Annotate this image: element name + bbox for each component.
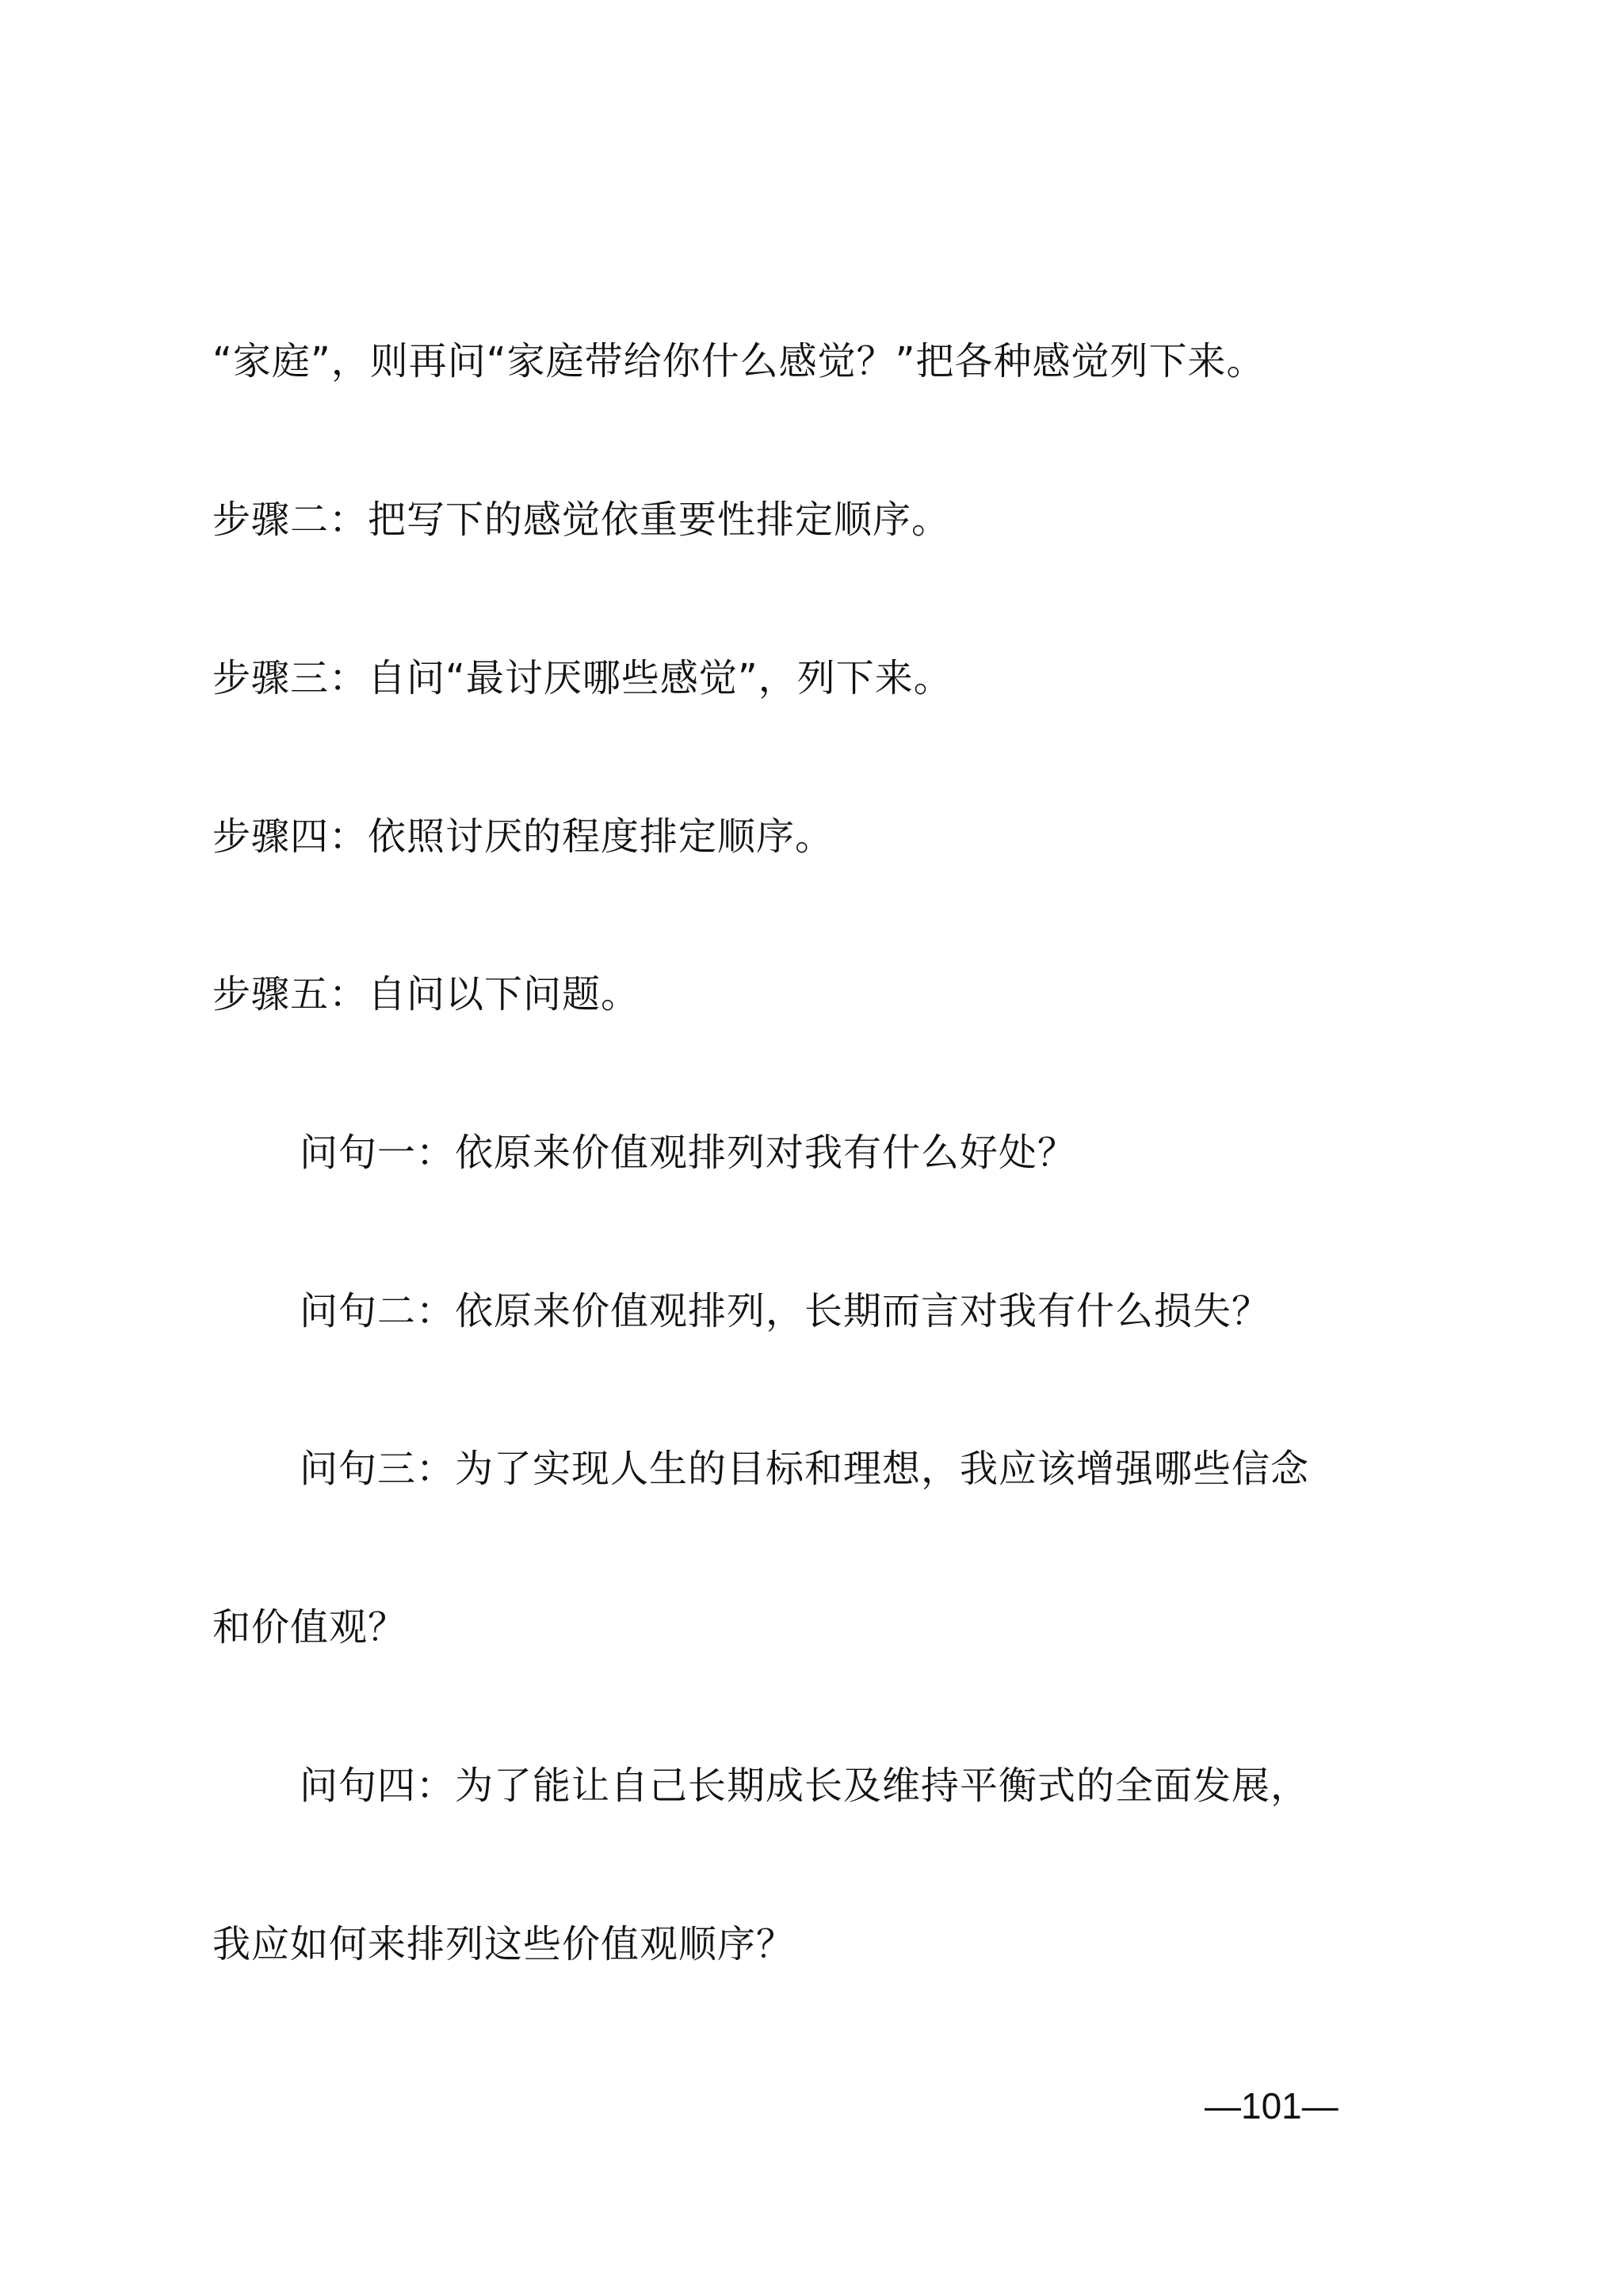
text-line-step-4: 步骤四：依照讨厌的程度排定顺序。	[212, 814, 834, 859]
text-line-question-2: 问句二：依原来价值观排列，长期而言对我有什么损失？	[300, 1289, 1271, 1333]
text-line-question-4-cont: 我应如何来排列这些价值观顺序？	[212, 1922, 796, 1966]
text-line-question-1: 问句一：依原来价值观排列对我有什么好处？	[300, 1131, 1077, 1175]
text-line-continuation: “家庭”，则再问“家庭带给你什么感觉？”把各种感觉列下来。	[212, 339, 1266, 383]
text-line-question-3: 问句三：为了实现人生的目标和理想，我应该增强哪些信念	[300, 1447, 1310, 1491]
text-line-step-2: 步骤二：把写下的感觉依重要性排定顺序。	[212, 498, 951, 542]
text-line-step-5: 步骤五：自问以下问题。	[212, 972, 640, 1016]
text-line-question-3-cont: 和价值观？	[212, 1605, 407, 1650]
text-line-question-4: 问句四：为了能让自己长期成长及维持平衡式的全面发展，	[300, 1764, 1310, 1808]
text-line-step-3: 步骤三：自问“最讨厌哪些感觉”，列下来。	[212, 656, 953, 700]
page-number: —101—	[1205, 2085, 1338, 2126]
